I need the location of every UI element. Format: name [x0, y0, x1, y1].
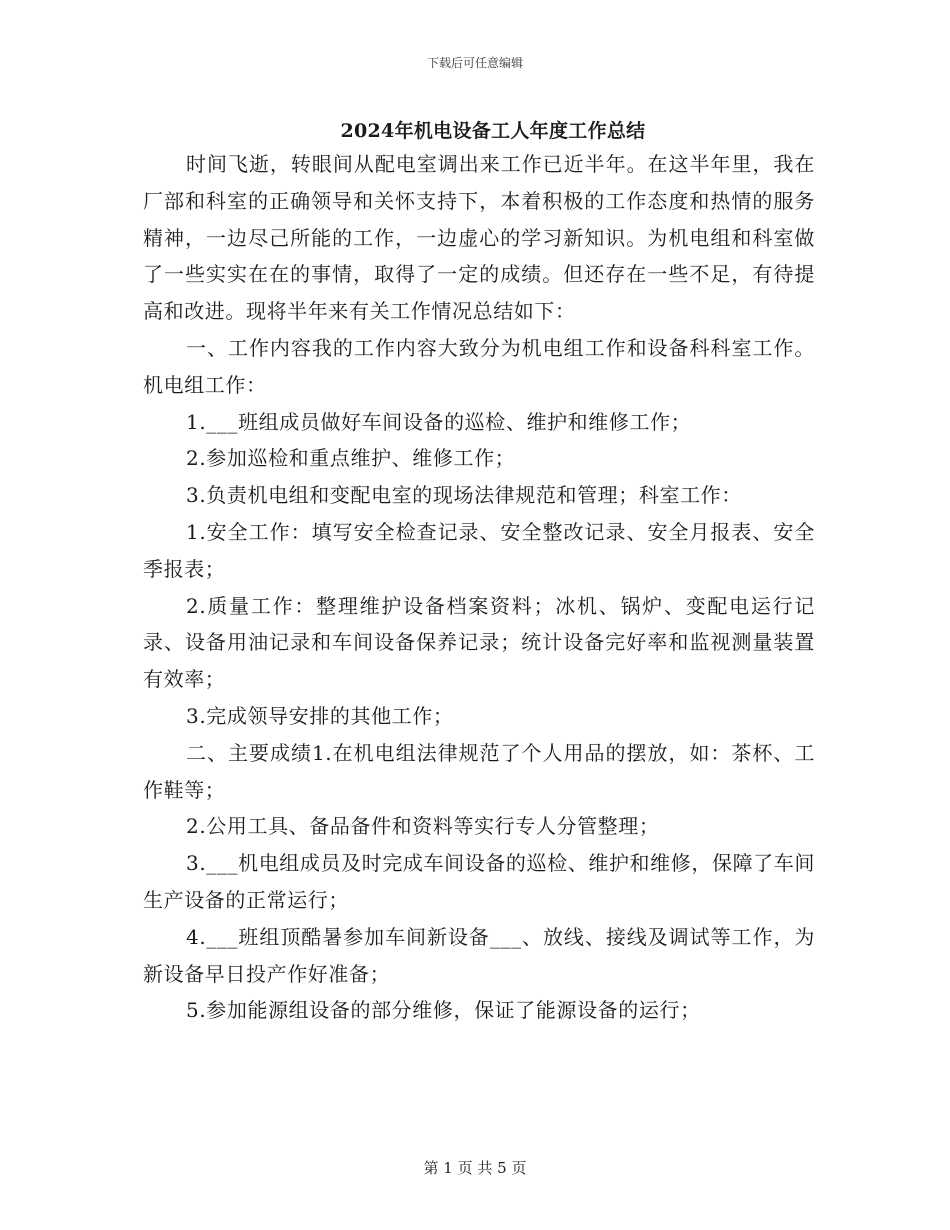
document-body — [143, 146, 815, 1029]
paragraph: 1.___班组成员做好车间设备的巡检、维护和维修工作； — [186, 409, 692, 434]
paragraph: 2.参加巡检和重点维护、维修工作； — [186, 446, 516, 471]
paragraph: 一、工作内容我的工作内容大致分为机电组工作和设备科科室工作。机电组工作： — [143, 335, 815, 397]
paragraph: 3.负责机电组和变配电室的现场法律规范和管理；科室工作： — [186, 483, 742, 508]
document-title: 2024年机电设备工人年度工作总结 — [340, 120, 646, 142]
paragraph: 4.___班组顶酷暑参加车间新设备___、放线、接线及调试等工作，为新设备早日投产作好准备； — [143, 924, 815, 986]
paragraph: 2.质量工作：整理维护设备档案资料；冰机、锅炉、变配电运行记录、设备用油记录和车间设备保养记录；统计设备完好率和监视测量装置有效率； — [143, 593, 815, 692]
paragraph: 时间飞逝，转眼间从配电室调出来工作已近半年。在这半年里，我在厂部和科室的正确领导和关怀支持下，本着积极的工作态度和热情的服务精神，一边尽己所能的工作，一边虚心的学习新知识。为机电组和科室做了一些实实在在的事情，取得了一定的成绩。但还存在一些不足，有待提高和改进。现将半年来有关工作情况总结如下： — [143, 152, 815, 324]
paragraph: 2.公用工具、备品备件和资料等实行专人分管整理； — [186, 814, 660, 839]
page-number: 第 1 页 共 5 页 — [423, 1159, 527, 1177]
paragraph: 3.___机电组成员及时完成车间设备的巡检、维护和维修，保障了车间生产设备的正常运行； — [143, 851, 815, 912]
paragraph: 二、主要成绩1.在机电组法律规范了个人用品的摆放，如：茶杯、工作鞋等； — [143, 740, 815, 802]
paragraph: 5.参加能源组设备的部分维修，保证了能源设备的运行； — [186, 998, 701, 1023]
paragraph: 3.完成领导安排的其他工作； — [186, 703, 454, 728]
header-note: 下载后可任意编辑 — [426, 56, 523, 70]
paragraph: 1.安全工作：填写安全检查记录、安全整改记录、安全月报表、安全季报表； — [143, 519, 815, 581]
